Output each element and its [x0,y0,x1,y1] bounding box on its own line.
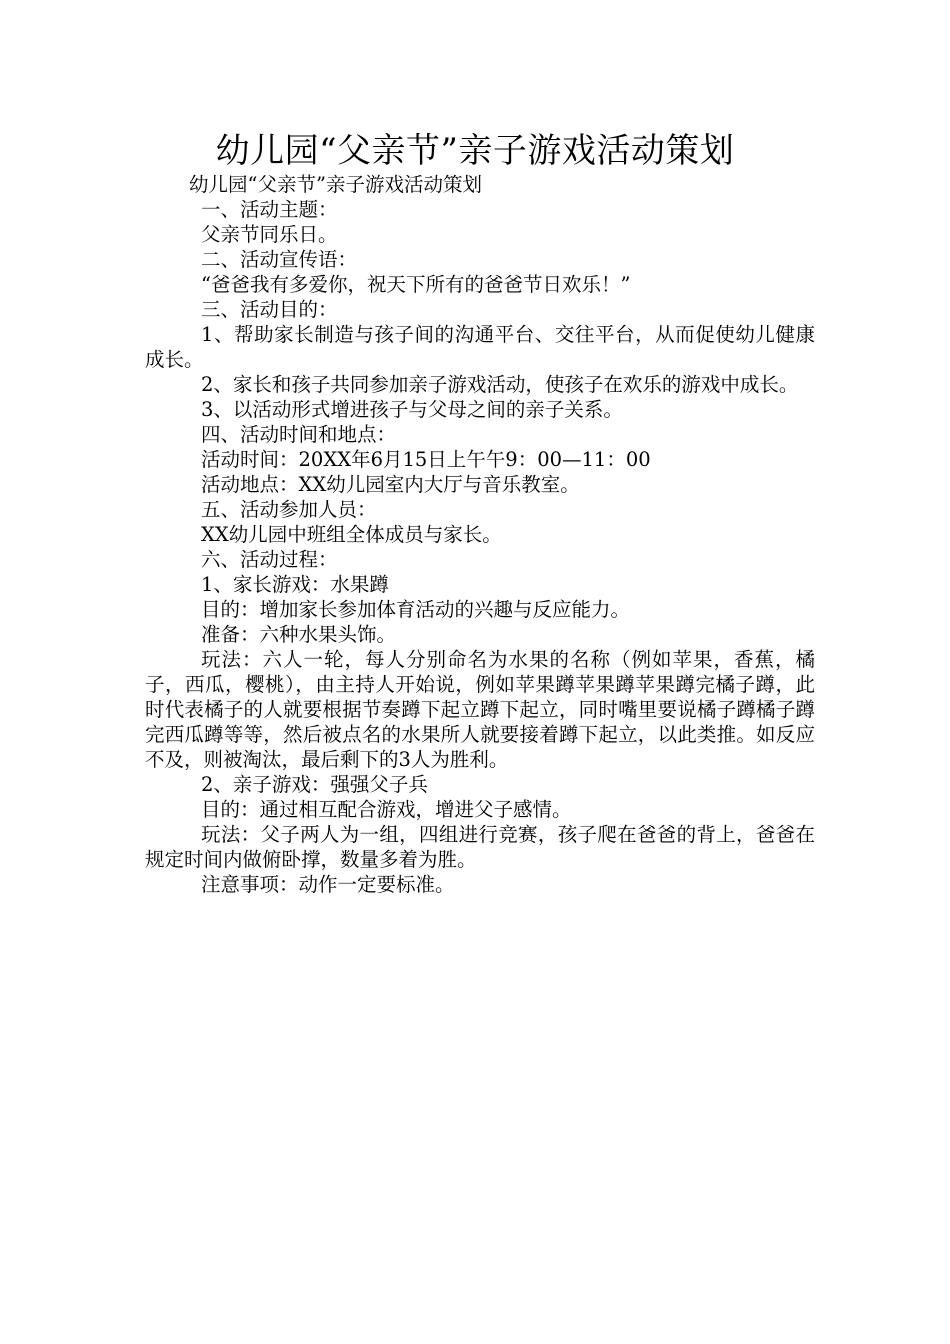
game-2-goal: 目的：通过相互配合游戏，增进父子感情。 [201,798,572,821]
document-title: 幼儿园“父亲节”亲子游戏活动策划 [215,131,735,171]
paragraph-place: 活动地点：XX幼儿园室内大厅与音乐教室。 [201,473,580,496]
paragraph-purpose-2: 2、家长和孩子共同参加亲子游戏活动，使孩子在欢乐的游戏中成长。 [201,373,799,396]
section-heading-process: 六、活动过程： [201,548,338,571]
game-1-rules: 玩法：六人一轮，每人分别命名为水果的名称（例如苹果，香蕉，橘子，西瓜，樱桃），由主持人开始说，例如苹果蹲苹果蹲苹果蹲完橘子蹲，此时代表橘子的人就要根据节奏蹲下起立蹲下起立，同时嘴里要说橘子蹲橘子蹲完西瓜蹲等等，然后被点名的水果所人就要接着蹲下起立，以此类推。如反应不及，则被淘汰，最后剩下的3人为胜利。 [145,648,815,771]
paragraph-time: 活动时间：20XX年6月15日上午午9：00—11：00 [201,448,651,471]
section-heading-slogan: 二、活动宣传语： [201,248,358,271]
section-heading-purpose: 三、活动目的： [201,298,338,321]
game-2-title: 2、亲子游戏：强强父子兵 [201,773,428,796]
game-1-preparation: 准备：六种水果头饰。 [201,623,397,646]
notes-paragraph: 注意事项：动作一定要标准。 [201,873,455,896]
game-2-rules: 玩法：父子两人为一组，四组进行竞赛，孩子爬在爸爸的背上，爸爸在规定时间内做俯卧撑，数量多着为胜。 [145,823,815,871]
section-heading-theme: 一、活动主题： [201,198,338,221]
game-1-goal: 目的：增加家长参加体育活动的兴趣与反应能力。 [201,598,631,621]
paragraph-purpose-1: 1、帮助家长制造与孩子间的沟通平台、交往平台，从而促使幼儿健康成长。 [145,323,815,371]
section-heading-participants: 五、活动参加人员： [201,498,377,521]
paragraph-participants: XX幼儿园中班组全体成员与家长。 [201,523,502,546]
paragraph-purpose-3: 3、以活动形式增进孩子与父母之间的亲子关系。 [201,398,623,421]
paragraph-slogan: “爸爸我有多爱你，祝天下所有的爸爸节日欢乐！” [201,273,631,296]
document-body [145,172,815,897]
game-1-title: 1、家长游戏：水果蹲 [201,573,389,596]
subtitle-paragraph: 幼儿园“父亲节”亲子游戏活动策划 [189,173,482,196]
paragraph-theme: 父亲节同乐日。 [201,223,338,246]
section-heading-time-place: 四、活动时间和地点： [201,423,397,446]
